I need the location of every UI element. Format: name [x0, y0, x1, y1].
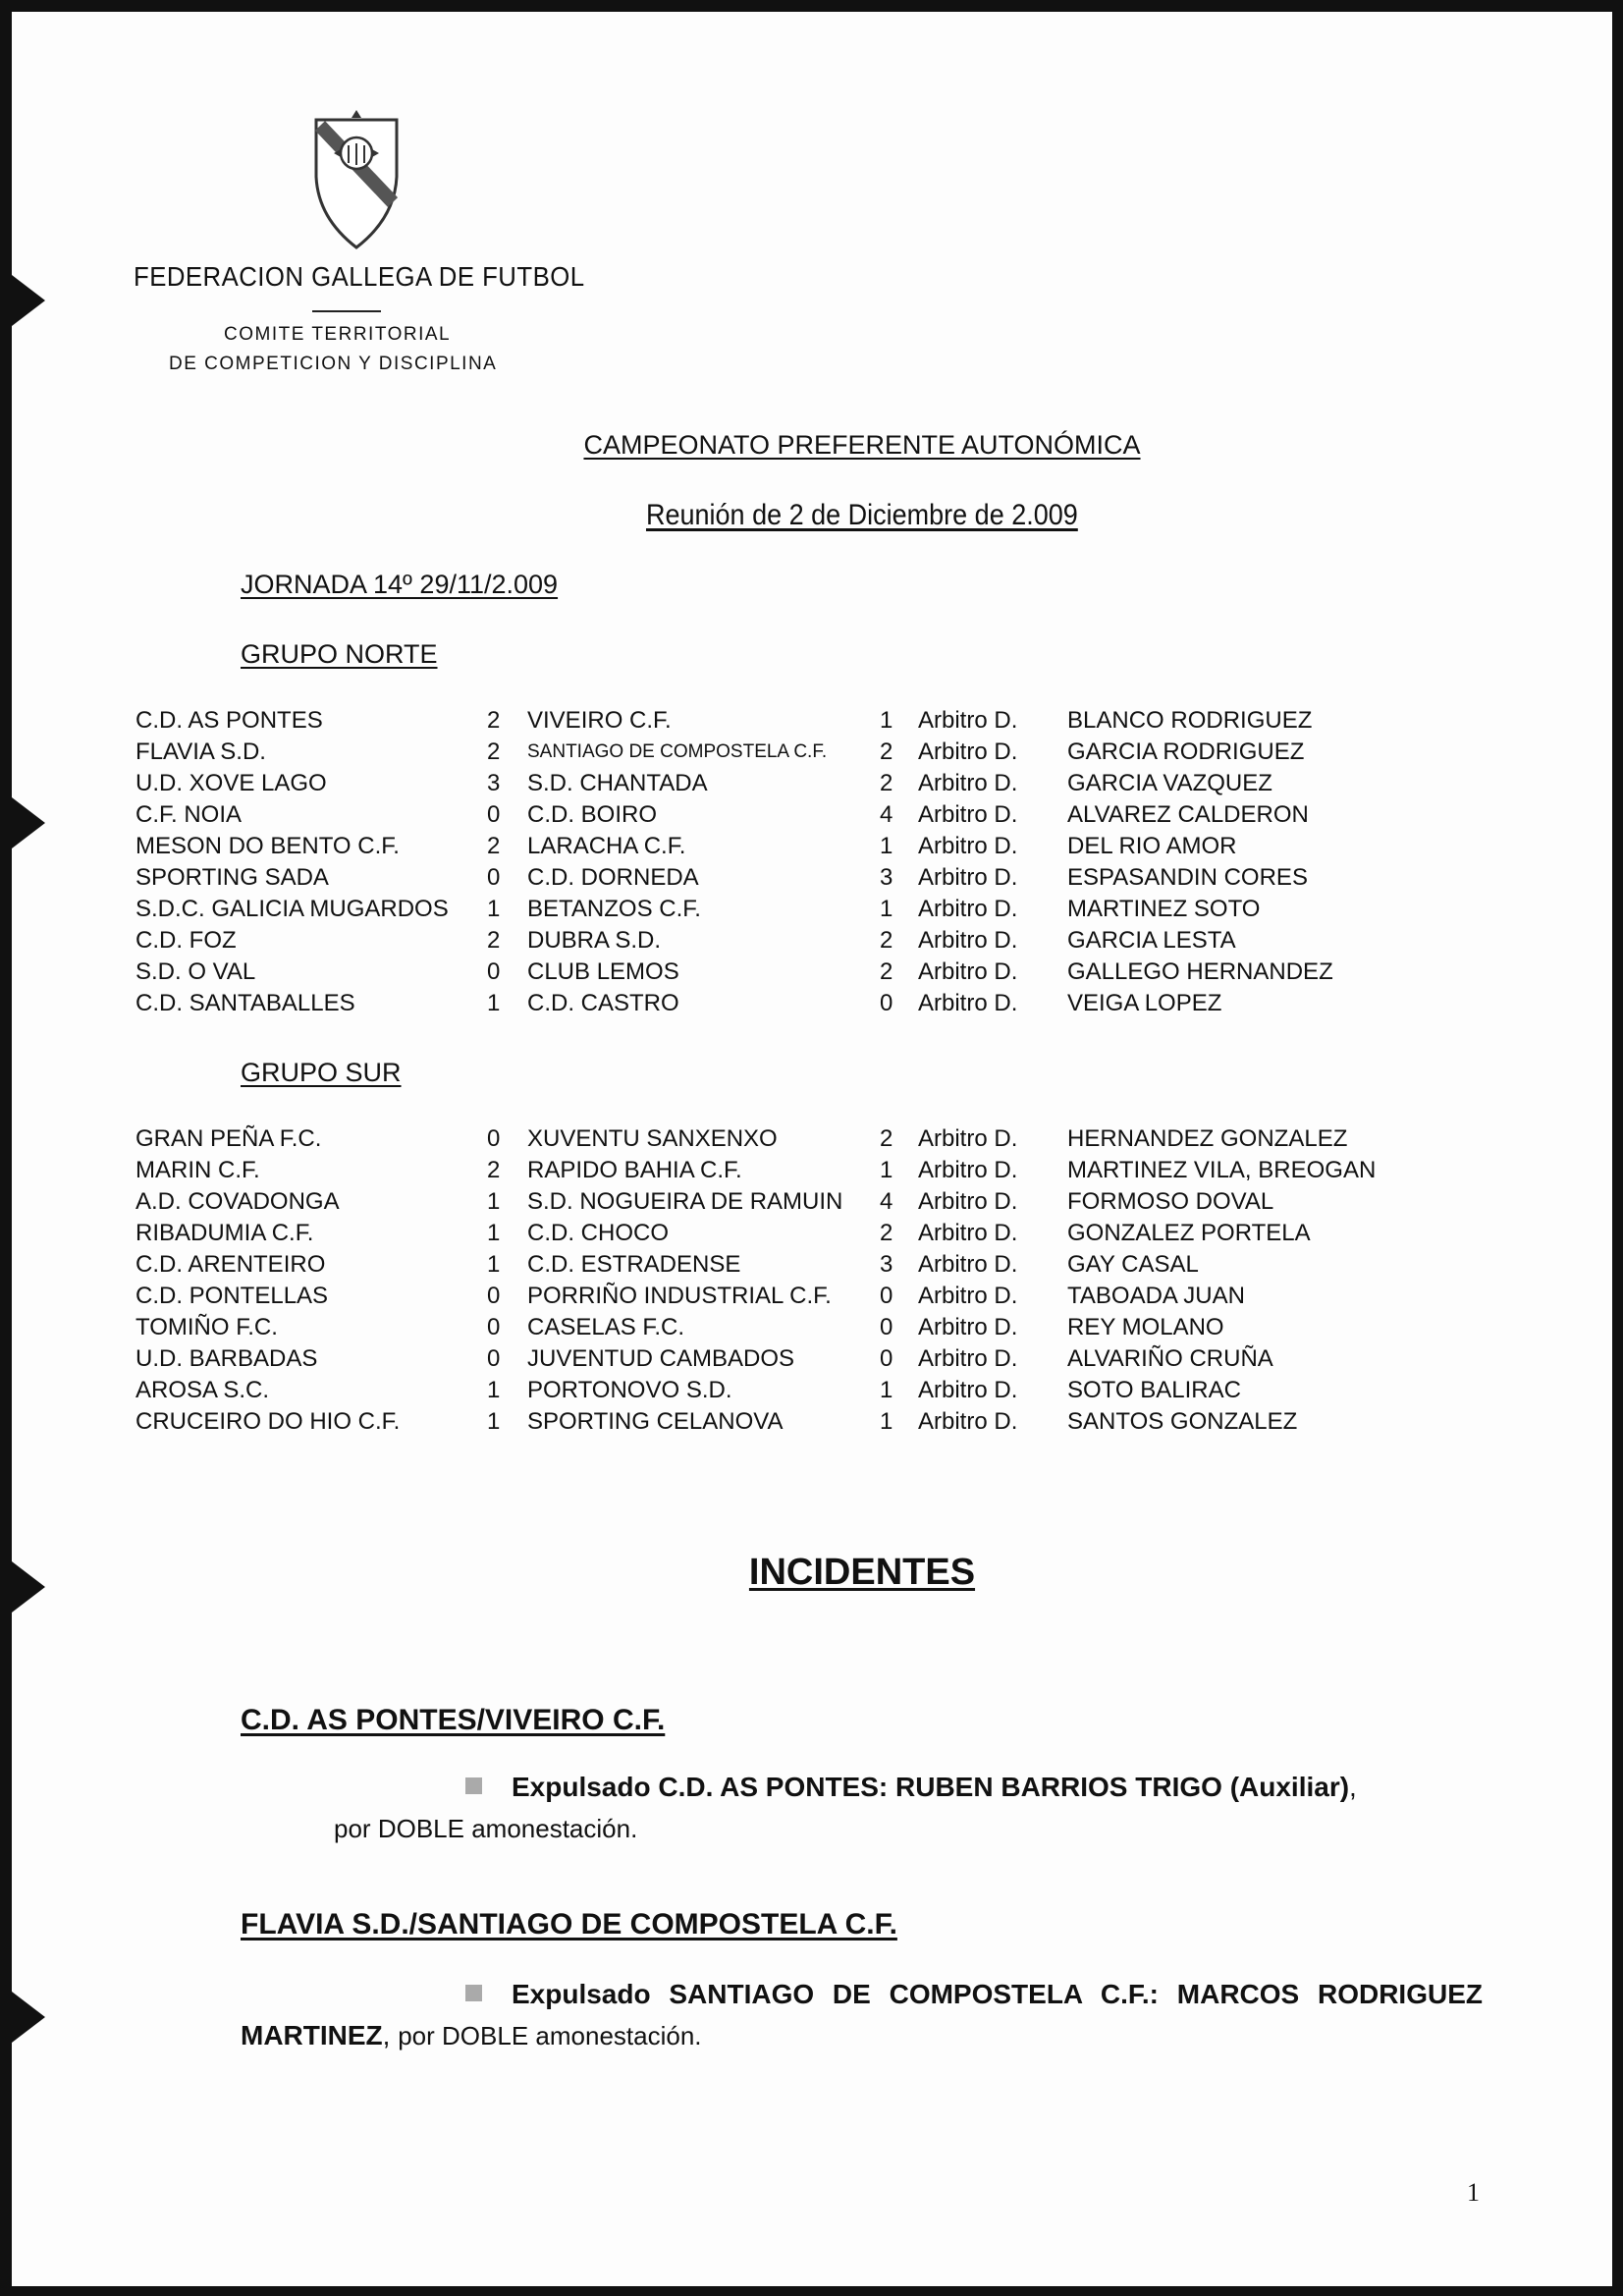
- group-heading-norte: GRUPO NORTE: [241, 639, 438, 669]
- referee-name: DEL RIO AMOR: [1067, 833, 1237, 859]
- referee-label: Arbitro D.: [918, 990, 1018, 1016]
- away-score: 4: [880, 1188, 893, 1215]
- scan-edge-notch: [12, 275, 45, 326]
- referee-name: TABOADA JUAN: [1067, 1283, 1245, 1309]
- referee-name: REY MOLANO: [1067, 1314, 1224, 1340]
- home-score: 1: [487, 1408, 501, 1435]
- away-team: SANTIAGO DE COMPOSTELA C.F.: [527, 741, 828, 762]
- referee-name: ESPASANDIN CORES: [1067, 864, 1308, 891]
- away-team: XUVENTU SANXENXO: [527, 1125, 778, 1152]
- referee-label: Arbitro D.: [918, 896, 1018, 922]
- home-score: 2: [487, 707, 501, 734]
- bullet-icon: [465, 1985, 482, 2001]
- championship-title: CAMPEONATO PREFERENTE AUTONÓMICA: [583, 430, 1141, 460]
- away-score: 1: [880, 833, 893, 859]
- match-row: [135, 833, 1432, 864]
- away-score: 1: [880, 896, 893, 922]
- home-team: U.D. BARBADAS: [135, 1345, 318, 1372]
- referee-name: GARCIA VAZQUEZ: [1067, 770, 1272, 796]
- results-table-sur: [135, 1125, 1432, 1440]
- away-score: 3: [880, 1251, 893, 1278]
- match-row: [135, 1314, 1432, 1345]
- referee-label: Arbitro D.: [918, 864, 1018, 891]
- away-team: LARACHA C.F.: [527, 833, 686, 859]
- referee-label: Arbitro D.: [918, 1408, 1018, 1435]
- incident-match-heading: C.D. AS PONTES/VIVEIRO C.F.: [241, 1704, 666, 1736]
- referee-name: GARCIA LESTA: [1067, 927, 1236, 954]
- away-score: 2: [880, 958, 893, 985]
- home-team: C.D. PONTELLAS: [135, 1283, 329, 1309]
- referee-label: Arbitro D.: [918, 1377, 1018, 1403]
- match-row: [135, 958, 1432, 990]
- referee-name: MARTINEZ VILA, BREOGAN: [1067, 1157, 1377, 1183]
- committee-line-2: DE COMPETICION Y DISCIPLINA: [169, 354, 498, 374]
- home-score: 1: [487, 990, 501, 1016]
- referee-name: ALVAREZ CALDERON: [1067, 801, 1309, 828]
- away-team: C.D. CHOCO: [527, 1220, 669, 1246]
- home-score: 1: [487, 1220, 501, 1246]
- home-score: 2: [487, 927, 501, 954]
- home-score: 2: [487, 738, 501, 765]
- away-score: 0: [880, 1314, 893, 1340]
- home-score: 0: [487, 801, 501, 828]
- referee-label: Arbitro D.: [918, 1345, 1018, 1372]
- referee-name: GONZALEZ PORTELA: [1067, 1220, 1311, 1246]
- divider: [312, 310, 381, 312]
- match-row: [135, 1345, 1432, 1377]
- referee-name: SOTO BALIRAC: [1067, 1377, 1241, 1403]
- away-team: CASELAS F.C.: [527, 1314, 685, 1340]
- scan-edge-notch: [12, 1992, 45, 2043]
- home-team: A.D. COVADONGA: [135, 1188, 340, 1215]
- away-team: S.D. NOGUEIRA DE RAMUIN: [527, 1188, 843, 1215]
- home-team: C.D. SANTABALLES: [135, 990, 355, 1016]
- referee-name: HERNANDEZ GONZALEZ: [1067, 1125, 1348, 1152]
- referee-label: Arbitro D.: [918, 1157, 1018, 1183]
- away-team: C.D. CASTRO: [527, 990, 679, 1016]
- referee-label: Arbitro D.: [918, 1314, 1018, 1340]
- home-team: FLAVIA S.D.: [135, 738, 266, 765]
- away-team: BETANZOS C.F.: [527, 896, 701, 922]
- away-score: 1: [880, 1408, 893, 1435]
- away-team: PORTONOVO S.D.: [527, 1377, 732, 1403]
- home-team: RIBADUMIA C.F.: [135, 1220, 314, 1246]
- incidents-title: INCIDENTES: [748, 1552, 976, 1593]
- home-score: 2: [487, 833, 501, 859]
- bullet-icon: [465, 1777, 482, 1794]
- referee-label: Arbitro D.: [918, 1251, 1018, 1278]
- away-score: 1: [880, 707, 893, 734]
- group-heading-sur: GRUPO SUR: [241, 1058, 402, 1087]
- home-score: 2: [487, 1157, 501, 1183]
- match-row: [135, 927, 1432, 958]
- referee-label: Arbitro D.: [918, 801, 1018, 828]
- home-team: MARIN C.F.: [135, 1157, 260, 1183]
- match-row: [135, 738, 1432, 770]
- away-team: CLUB LEMOS: [527, 958, 679, 985]
- referee-label: Arbitro D.: [918, 738, 1018, 765]
- organization-name: FEDERACION GALLEGA DE FUTBOL: [134, 261, 585, 292]
- away-team: C.D. BOIRO: [527, 801, 658, 828]
- match-row: [135, 1408, 1432, 1440]
- scan-edge-notch: [12, 797, 45, 848]
- away-score: 1: [880, 1157, 893, 1183]
- match-row: [135, 1188, 1432, 1220]
- away-team: JUVENTUD CAMBADOS: [527, 1345, 795, 1372]
- matchday-heading: JORNADA 14º 29/11/2.009: [241, 570, 559, 599]
- incident-paragraph: Expulsado SANTIAGO DE COMPOSTELA C.F.: MARCOS RODRIGUEZ MARTINEZ, por DOBLE amonestación.: [241, 1979, 1483, 2050]
- home-score: 0: [487, 1283, 501, 1309]
- away-score: 2: [880, 1220, 893, 1246]
- match-row: [135, 1377, 1432, 1408]
- referee-name: VEIGA LOPEZ: [1067, 990, 1222, 1016]
- away-score: 0: [880, 1345, 893, 1372]
- referee-label: Arbitro D.: [918, 1220, 1018, 1246]
- away-team: SPORTING CELANOVA: [527, 1408, 784, 1435]
- match-row: [135, 1220, 1432, 1251]
- away-team: C.D. ESTRADENSE: [527, 1251, 741, 1278]
- home-team: GRAN PEÑA F.C.: [135, 1125, 322, 1152]
- match-row: [135, 1157, 1432, 1188]
- referee-name: GARCIA RODRIGUEZ: [1067, 738, 1305, 765]
- home-team: C.D. AS PONTES: [135, 707, 323, 734]
- match-row: [135, 864, 1432, 896]
- referee-label: Arbitro D.: [918, 1125, 1018, 1152]
- match-row: [135, 1251, 1432, 1283]
- home-score: 1: [487, 1377, 501, 1403]
- referee-label: Arbitro D.: [918, 958, 1018, 985]
- home-team: AROSA S.C.: [135, 1377, 270, 1403]
- home-score: 0: [487, 958, 501, 985]
- away-team: RAPIDO BAHIA C.F.: [527, 1157, 742, 1183]
- home-team: C.D. ARENTEIRO: [135, 1251, 326, 1278]
- home-team: C.F. NOIA: [135, 801, 243, 828]
- referee-name: FORMOSO DOVAL: [1067, 1188, 1274, 1215]
- away-score: 2: [880, 738, 893, 765]
- away-team: S.D. CHANTADA: [527, 770, 708, 796]
- home-team: CRUCEIRO DO HIO C.F.: [135, 1408, 401, 1435]
- results-table-norte: [135, 707, 1432, 1021]
- referee-label: Arbitro D.: [918, 927, 1018, 954]
- away-team: DUBRA S.D.: [527, 927, 662, 954]
- page-number: 1: [1467, 2178, 1480, 2207]
- match-row: [135, 896, 1432, 927]
- home-team: S.D.C. GALICIA MUGARDOS: [135, 896, 449, 922]
- home-team: U.D. XOVE LAGO: [135, 770, 327, 796]
- away-score: 1: [880, 1377, 893, 1403]
- match-row: [135, 1283, 1432, 1314]
- federation-crest-icon: [310, 108, 403, 251]
- home-score: 0: [487, 1125, 501, 1152]
- home-score: 0: [487, 864, 501, 891]
- meeting-date: Reunión de 2 de Diciembre de 2.009: [645, 499, 1078, 531]
- away-score: 4: [880, 801, 893, 828]
- away-score: 2: [880, 927, 893, 954]
- referee-label: Arbitro D.: [918, 1188, 1018, 1215]
- referee-name: ALVARIÑO CRUÑA: [1067, 1345, 1273, 1372]
- home-team: MESON DO BENTO C.F.: [135, 833, 400, 859]
- incident-paragraph: Expulsado C.D. AS PONTES: RUBEN BARRIOS TRIGO (Auxiliar), por DOBLE amonestación.: [334, 1772, 1357, 1843]
- referee-label: Arbitro D.: [918, 707, 1018, 734]
- away-score: 3: [880, 864, 893, 891]
- home-score: 1: [487, 896, 501, 922]
- home-score: 0: [487, 1314, 501, 1340]
- home-team: C.D. FOZ: [135, 927, 237, 954]
- incident-match-heading: FLAVIA S.D./SANTIAGO DE COMPOSTELA C.F.: [241, 1908, 897, 1941]
- committee-line-1: COMITE TERRITORIAL: [224, 324, 452, 345]
- referee-name: SANTOS GONZALEZ: [1067, 1408, 1298, 1435]
- home-score: 1: [487, 1251, 501, 1278]
- home-score: 0: [487, 1345, 501, 1372]
- referee-name: GALLEGO HERNANDEZ: [1067, 958, 1333, 985]
- referee-name: GAY CASAL: [1067, 1251, 1199, 1278]
- match-row: [135, 990, 1432, 1021]
- away-score: 0: [880, 990, 893, 1016]
- away-score: 2: [880, 770, 893, 796]
- match-row: [135, 770, 1432, 801]
- away-team: PORRIÑO INDUSTRIAL C.F.: [527, 1283, 832, 1309]
- referee-label: Arbitro D.: [918, 833, 1018, 859]
- referee-label: Arbitro D.: [918, 1283, 1018, 1309]
- referee-name: BLANCO RODRIGUEZ: [1067, 707, 1313, 734]
- home-score: 3: [487, 770, 501, 796]
- match-row: [135, 707, 1432, 738]
- referee-label: Arbitro D.: [918, 770, 1018, 796]
- away-score: 0: [880, 1283, 893, 1309]
- referee-name: MARTINEZ SOTO: [1067, 896, 1261, 922]
- match-row: [135, 801, 1432, 833]
- match-row: [135, 1125, 1432, 1157]
- home-team: TOMIÑO F.C.: [135, 1314, 278, 1340]
- away-team: C.D. DORNEDA: [527, 864, 699, 891]
- home-team: SPORTING SADA: [135, 864, 329, 891]
- home-team: S.D. O VAL: [135, 958, 256, 985]
- away-score: 2: [880, 1125, 893, 1152]
- home-score: 1: [487, 1188, 501, 1215]
- away-team: VIVEIRO C.F.: [527, 707, 672, 734]
